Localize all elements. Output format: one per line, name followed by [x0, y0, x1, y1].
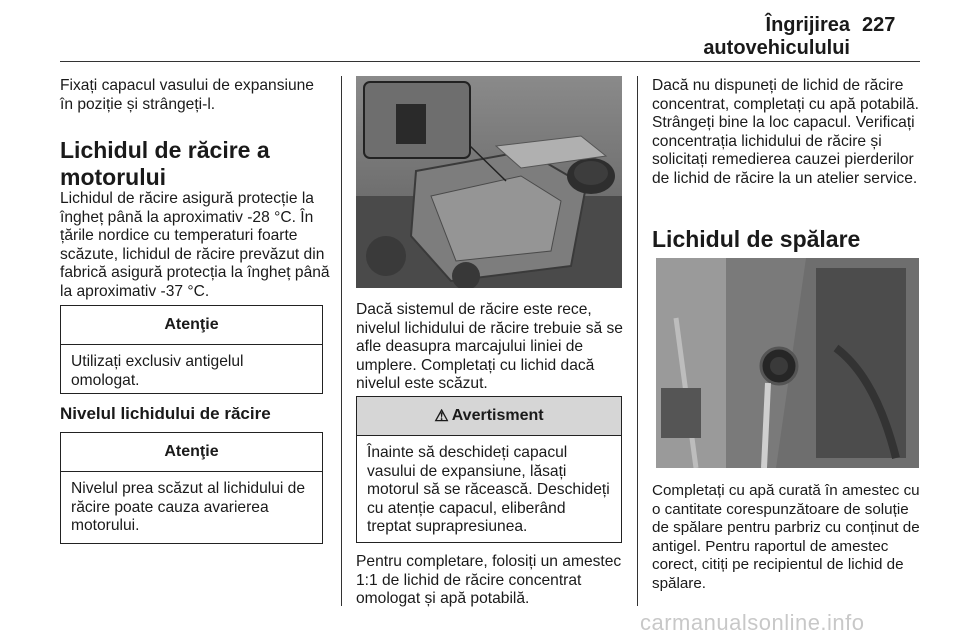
page-header-title: Îngrijirea autovehiculului [703, 14, 850, 59]
caution-body: Nivelul prea scăzut al lichidului de răcire poate cauza avarierea motorului. [71, 480, 306, 534]
washer-fluid-paragraph: Completați cu apă curată în amestec cu o cantitate corespunzătoare de soluție de spălare pentru parbriz cu conținut de antigel. Pentru raportul de amestec corect, citiți pe recipientul de lichid de spălare. [652, 482, 920, 592]
column-divider [341, 76, 342, 606]
coolant-level-paragraph: Dacă sistemul de răcire este rece, nivelul lichidului de răcire trebuie să se afle deasupra marcajului liniei de umplere. Completați cu lichid dacă nivelul este scăzut. [356, 301, 623, 392]
warning-header [357, 397, 621, 436]
caution-title: Atenţie [61, 306, 322, 345]
section-heading-coolant: Lichidul de răcire a motorului [60, 137, 270, 190]
warning-box [356, 396, 622, 543]
coolant-reservoir-illustration [356, 76, 622, 288]
caution-box-level [60, 432, 323, 544]
caution-title: Atenţie [61, 433, 322, 472]
page-number: 227 [862, 14, 896, 36]
warning-triangle-icon: ⚠ [434, 408, 449, 425]
warning-title: Avertisment [451, 407, 544, 424]
watermark: carmanualsonline.info [640, 610, 865, 635]
washer-reservoir-illustration [656, 258, 919, 468]
column-divider [637, 76, 638, 606]
intro-text: Fixați capacul vasului de expansiune în poziție și strângeți-l. [60, 77, 314, 113]
coolant-paragraph: Lichidul de răcire asigură protecție la îngheț până la aproximativ -28 °C. În țările nordice cu temperaturi foarte scăzute, lichidul de răcire prevăzut din fabrică asigură protecția la îngheț până la aproximativ -37 °C. [60, 190, 330, 300]
coolant-refill-paragraph: Dacă nu dispuneți de lichid de răcire concentrat, completați cu apă potabilă. Strângeți bine la loc capacul. Verificați concentrația lichidului de răcire și solicitați remedierea cauzei pierderilor de lichid de răcire la un atelier service. [652, 77, 919, 187]
header-divider [60, 61, 920, 62]
engine-coolant-photo [356, 76, 622, 288]
section-heading-washer-fluid: Lichidul de spălare [652, 226, 861, 252]
subheading-coolant-level: Nivelul lichidului de răcire [60, 404, 271, 423]
refill-paragraph: Pentru completare, folosiți un amestec 1:1 de lichid de răcire concentrat omologat și apă potabilă. [356, 553, 622, 607]
caution-box [60, 305, 323, 394]
warning-body: Înainte să deschideți capacul vasului de expansiune, lăsați motorul să se răcească. Deschideți cu atenție capacul, eliberând treptat suprapresiunea. [367, 444, 610, 535]
caution-body: Utilizați exclusiv antigelul omologat. [71, 353, 244, 389]
washer-fluid-photo [656, 258, 919, 468]
